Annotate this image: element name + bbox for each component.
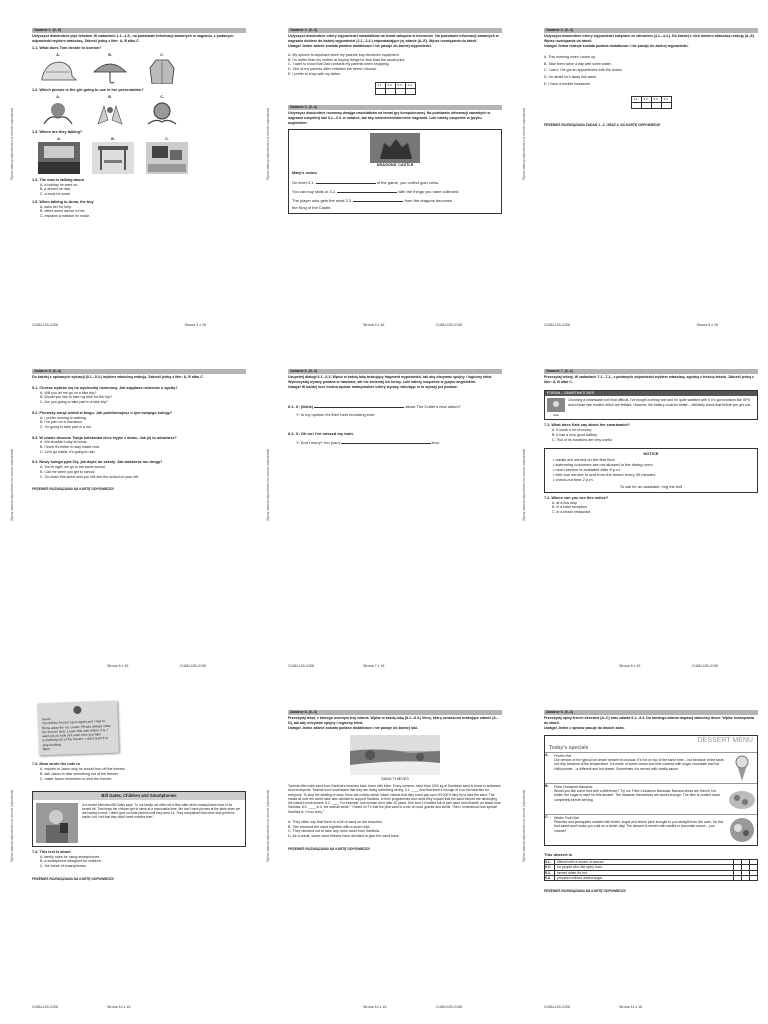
option: D. As a result, some sand thieves have decided to give the sand back. <box>288 833 400 838</box>
question-7-4: 7.4. This text is about <box>32 849 71 854</box>
beach-photo <box>350 735 440 775</box>
gap-6-2[interactable] <box>341 443 431 444</box>
task-intro: Uzupełnij dialogi 6.1.–6.3. Wpisz w każdą lukę brakujący fragment wypowiedzi, tak aby otrzymać spójny i logiczny tekst. Wykorzystaj wyrazy podane w nawiasie, ale nie zmieniaj ich formy. Luki należy uzupełnić w języku angielskim. <box>288 375 493 384</box>
question-7-3: 7.3. Mum wrote the note to <box>32 762 80 767</box>
task-intro: Do każdej z opisanych sytuacji (5.1.–5.4.) wybierz właściwą reakcję. Zakreśl jedną z liter: A, B albo C. <box>32 375 204 379</box>
page-footer <box>544 323 758 329</box>
dialog-line: about The Cutter's new album? <box>405 404 461 410</box>
task-header: Zadanie 5. (0–4) <box>32 369 246 374</box>
page-11 <box>512 682 768 1023</box>
task-header: Zadanie 2. (0–4) <box>288 28 502 33</box>
option: B. She returned the sand together with a short note. <box>288 824 371 829</box>
option: B. Take them twice a day with some water. <box>544 61 612 66</box>
avatar <box>547 398 565 412</box>
answer-table <box>544 859 758 882</box>
exam-code: OJAN-100-2106 <box>180 664 206 668</box>
task-note: Uwaga! Jeden z opisów pasuje do dwóch zdań. <box>544 726 625 731</box>
page-footer <box>32 1005 246 1011</box>
menu-item <box>545 814 757 845</box>
task-note: Uwaga! Jedna reakcja została podana dodatkowo i nie pasuje do żadnej wypowiedzi. <box>544 44 689 49</box>
answer-cell[interactable] <box>631 103 641 109</box>
question-1-1: 1.1. What does Tom decide to borrow? <box>32 46 102 51</box>
note-text: The player who gets the most 3.3. <box>292 197 353 203</box>
question-1-2: 1.2. Which picture is the girl going to use in her presentation? <box>32 88 144 93</box>
page-number: Strona 10 z 16 <box>363 1005 387 1009</box>
hands-globe-icon <box>142 100 182 126</box>
task-header: Zadanie 3. (0–3) <box>288 105 502 110</box>
option[interactable]: A. You're right; we go to the same school. <box>40 465 107 470</box>
option: A. My opinion is important when my parents buy electronic equipment. <box>288 53 400 58</box>
exam-code: OJAN-100-2106 <box>288 664 314 668</box>
article-text: Tourists often take sand from Sardinia's beaches back home with them. Every summer, more than 1000 kg of Sardinian sand is found in suitcases at local airports. Tourists don't understand that they are doing something wrong. 8.1. ____ And that there's enough of it on the beaches for everyone. To stop the stealing of sand, there are notices which inform visitors that they could pay up to €3,000 if they try to take the sand. The media all over the world have also decided to support Sardinia. In their programmes and news they explain that the sand thieves are destroying the island's environment. 8.2. ____ For example, one woman did it after 20 years. She sent 14 bottles full of pink sand from Budelli, an island near Sardinia. 8.3. ____ In it, the woman wrote: "I heard on TV that the pink sand is a mix of coral, granite and shells. Then I understood how special Sardinia is. I'm so sorry." <box>288 783 501 814</box>
option[interactable]: C. Are you going to take part in a bike trip? <box>40 399 108 404</box>
option: B. I'm better than my mother at buying things for less than the usual price. <box>288 57 406 62</box>
exam-code: OJAN-100-2106 <box>32 323 58 327</box>
page-4 <box>256 0 512 341</box>
table-header: 2.2. <box>385 83 395 89</box>
transfer-note: PRZENIEŚ ROZWIĄZANIA NA KARTĘ ODPOWIEDZI! <box>288 846 370 851</box>
page-footer <box>288 664 502 670</box>
option[interactable]: A. a holiday he went on. <box>40 182 79 187</box>
task-note: Uwaga! Jedno zdanie zostało podane dodatkowo i nie pasuje do żadnej wypowiedzi. <box>288 44 432 49</box>
task-header: Zadanie 1. (0–5) <box>32 28 246 33</box>
menu-item <box>545 783 757 814</box>
item-letter: C. <box>545 814 549 819</box>
notes-title: Mary's notes: <box>292 170 318 176</box>
dialog-line: Y: In my opinion it's their best recording ever. <box>296 412 376 418</box>
notice-item: • free bus service to and from the beach every 30 minutes <box>553 472 656 478</box>
task-intro: Przeczytaj teksty. W zadaniach 7.1.–7.2., z podanych odpowiedzi wybierz właściwą, zgodną z treścią tekstu. Zakreśl jedną z liter: A, B albo C. <box>544 375 754 384</box>
fruit-dish-photo <box>727 815 757 845</box>
cinema-photo <box>38 142 80 174</box>
page-footer <box>288 1005 502 1011</box>
sticky-note <box>37 701 119 756</box>
item-letter: A. <box>545 752 549 757</box>
option: D. I'm afraid he's away this week. <box>544 75 598 80</box>
sidebar-note: Wpisz własny odpowiedzi na stronie odpowiedzi <box>266 107 270 180</box>
question-7-1: 7.1. What does Kate say about her smartwatch? <box>544 423 631 428</box>
option[interactable]: B. I've just run a marathon. <box>40 420 83 425</box>
page-6 <box>0 341 256 682</box>
sidebar-note: Wpisz własny odpowiedzi na stronie odpowiedzi <box>522 107 526 180</box>
option[interactable]: B. I think it's better to stay inside now. <box>40 445 100 450</box>
item-name: Fried Cinnamon Bananas <box>554 784 593 789</box>
answer-cell[interactable] <box>651 103 661 109</box>
answer-cell[interactable] <box>385 89 395 95</box>
question-1-3: 1.3. Where are they talking? <box>32 129 83 134</box>
option: E. I prefer to shop with my father. <box>288 71 341 76</box>
article-title: Bill Gates, Children and Smartphones <box>33 792 245 799</box>
task-intro: Przeczytaj opisy trzech deserów (A–C) oraz zdania 9.1.–9.4. Do każdego zdania dopasuj właściwy deser. Wpisz rozwiązania do tabeli. <box>544 716 754 725</box>
forum-post: Choosing a smartwatch isn't that difficult. I've bought a cheap one and I'm quite satisfied with it. It's got functions like GPS and a heart rate monitor which are brilliant. However, the battery could be better – definitely check that before you get one. <box>568 398 752 407</box>
option: C. They decided not to take any more sand from Sardinia. <box>288 829 381 834</box>
option[interactable]: A. It costs a lot of money. <box>552 428 593 433</box>
option[interactable]: A. explain to Jason why he should turn off the freezer. <box>40 767 126 772</box>
page-10 <box>256 682 512 1023</box>
table-header: 2.4. <box>405 83 415 89</box>
option: D. One of my parents often criticises the items I choose. <box>288 67 378 72</box>
dialog-line: 6.1. X: (think) <box>288 404 314 410</box>
page-footer <box>544 1005 758 1011</box>
exam-code: OJAN-100-2106 <box>544 323 570 327</box>
option[interactable]: B. offers some advice to her. <box>40 209 86 214</box>
option[interactable]: A. family rules for using smartphones. <box>40 854 101 859</box>
note-text: You can buy skills or 3.2. <box>292 188 337 194</box>
option[interactable]: B. in a hotel reception <box>552 505 587 510</box>
option[interactable]: C. Two of its functions are very useful. <box>552 437 613 442</box>
table-row: 9.3. served when it's hot. <box>545 870 758 875</box>
page-footer <box>544 664 758 670</box>
dialog-line: bus. <box>432 439 440 445</box>
note-text: Jason, You left the freezer open again and I had to throw away the ice cream. Please always close the freezer door. Leave this note where it is. I want you to look at it each time you take something out of the freezer. I don't want it to stop working. Mum <box>41 716 112 752</box>
answer-table <box>375 82 416 95</box>
option[interactable]: B. Would you like to take my bike for the trip? <box>40 395 113 400</box>
bus-stop-photo <box>92 142 134 174</box>
task-header: Zadanie 9. (0–4) <box>544 710 758 715</box>
question-5-3: 5.3. W czasie deszczu Twoja koleżanka chce wyjść z domu. Jak jej to odradzisz? <box>32 435 177 440</box>
exam-code: OJAN-100-2106 <box>544 1005 570 1009</box>
option[interactable]: A. We shouldn't stay at home. <box>40 440 88 445</box>
page-number: Strona 4 z 16 <box>363 323 385 327</box>
article-box <box>32 791 246 846</box>
table-header: 4.3. <box>651 97 661 103</box>
page-number: Strona 8 z 16 <box>619 664 641 668</box>
notes-box <box>288 129 502 214</box>
option[interactable]: C. make Jason remember to shut the freezer. <box>40 776 113 781</box>
notice-item: • meals are served on the first floor <box>553 456 615 462</box>
question-1-5: 1.5. When talking to Anna, the boy <box>32 199 94 204</box>
page-9 <box>0 682 256 1023</box>
task-header: Zadanie 4. (0–4) <box>544 28 758 33</box>
transfer-note: PRZENIEŚ ROZWIĄZANIA NA KARTĘ ODPOWIEDZI! <box>32 876 114 881</box>
option[interactable]: A. at a bus stop <box>552 500 577 505</box>
option[interactable]: C. Go down this street and you will see the school on your left. <box>40 474 140 479</box>
answer-cell[interactable] <box>405 89 415 95</box>
sidebar-note: Wpisz własny odpowiedzi na stronie odpowiedzi <box>10 107 14 180</box>
option: A. They often say that there is a lot of sand on the beaches. <box>288 819 383 824</box>
question-5-2: 5.2. Pierwszy wziąć udział w biegu. Jak poinformujesz o tym swojego kolegę? <box>32 410 173 415</box>
answer-cell[interactable] <box>750 876 758 881</box>
castle-image <box>370 133 420 163</box>
page-number: Strona 10 z 16 <box>107 1005 131 1009</box>
task-header: Zadanie 6. (0–3) <box>288 369 502 374</box>
sidebar-note: Wpisz własny odpowiedzi na stronie odpowiedzi <box>10 448 14 521</box>
table-row: 9.2. for people who like spicy food. <box>545 865 758 870</box>
sidebar-note: Wpisz własny odpowiedzi na stronie odpowiedzi <box>522 789 526 862</box>
task-header: Zadanie 8. (0–4) <box>288 710 502 715</box>
task-intro: Usłyszysz dwukrotnie rozmowę dwojga nastolatków na temat gry komputerowej. Na podstawie informacji zawartych w nagraniu uzupełnij luki 3.1.–3.3. w notatce, tak aby odzwierciedlała treść nagrania. Luki należy uzupełnić w języku angielskim. <box>288 111 491 125</box>
hands-plant-icon <box>90 100 130 126</box>
page-3 <box>0 0 256 341</box>
page-7 <box>256 341 512 682</box>
option[interactable]: C. explains a mistake he made. <box>40 213 91 218</box>
ice-cream-photo <box>727 753 757 783</box>
option[interactable]: B. a smartphone designed for children. <box>40 859 102 864</box>
notice-box <box>544 448 758 492</box>
bananas-photo <box>727 784 757 814</box>
table-title: This dessert is <box>544 851 573 857</box>
answer-cell[interactable] <box>661 103 671 109</box>
forum-user: Kate <box>552 412 560 417</box>
page-number: Strona 6 z 16 <box>107 664 129 668</box>
item-text: Peaches and pineapples roasted with butter, sugar and lemon juice brought to you straight from the oven, for this fruit salad won't make you cold on a winter day! The dessert is served with vanilla or chocolate sauce – you choose! <box>554 820 724 833</box>
game-title: DRAGONS' CASTLE <box>376 163 414 168</box>
task-note: Uwaga! W każdej luce można wpisać maksymalnie cztery wyrazy, wliczając w to wyrazy już podane. <box>288 385 458 390</box>
answer-cell[interactable] <box>395 89 405 95</box>
answer-cell[interactable] <box>375 89 385 95</box>
table-header: 4.2. <box>641 97 651 103</box>
task-intro: Usłyszysz dwukrotnie pięć tekstów. W zadaniach 1.1.–1.5., na podstawie informacji zawartych w nagraniu, z podanych odpowiedzi wybierz właściwą. Zakreśl jedną z liter: A, B albo C. <box>32 34 234 43</box>
transfer-note: PRZENIEŚ ROZWIĄZANIA ZADAŃ 1.–3. ORAZ 4. NA KARTĘ ODPOWIEDZI! <box>544 123 661 128</box>
sidebar-note: Wpisz własny odpowiedzi na stronie odpowiedzi <box>522 448 526 521</box>
table-header: 2.3. <box>395 83 405 89</box>
cap-icon <box>38 58 78 84</box>
page-number: Strona 7 z 16 <box>363 664 385 668</box>
note-text: of the game, you collect gold coins. <box>376 179 440 185</box>
option[interactable]: A. asks her for help. <box>40 204 72 209</box>
table-header: 4.4. <box>661 97 671 103</box>
item-letter: B. <box>545 783 549 788</box>
page-number: Strona 11 z 16 <box>619 1005 643 1009</box>
option[interactable]: B. ask Jason to take something out of the freezer. <box>40 771 119 776</box>
sidebar-note: Wpisz własny odpowiedzi na stronie odpowiedzi <box>10 789 14 862</box>
page-number: Strona 3 z 16 <box>184 323 206 327</box>
question-1-4: 1.4. The man is talking about <box>32 177 84 182</box>
page-footer <box>32 323 246 329</box>
table-header: 2.1. <box>375 83 385 89</box>
raincoat-icon <box>142 58 182 84</box>
menu-item <box>545 752 757 783</box>
exam-code: OJAN-100-2106 <box>692 664 718 668</box>
option[interactable]: B. a dream he had. <box>40 187 71 192</box>
question-5-4: 5.4. Nowy kolega pyta Cię, jak dojść do szkoły. Jak wskażesz mu drogę? <box>32 460 163 465</box>
item-name: Winter Fruit Dish <box>554 815 580 820</box>
menu-title: DESSERT MENU <box>697 737 753 745</box>
pin-icon <box>73 706 81 714</box>
umbrella-icon <box>90 58 130 84</box>
option[interactable]: C. I'm going to take part in a run. <box>40 424 93 429</box>
gap-3-1[interactable] <box>316 183 376 184</box>
option: A. This morning when I woke up. <box>544 55 597 60</box>
question-5-1: 5.1. Chcesz wybrać się na wycieczkę rowerową. Jak zapytasz rodziców o zgodę? <box>32 385 178 390</box>
exam-code: OJAN-100-2106 <box>32 1005 58 1009</box>
task-header: Zadanie 7. (0–2) <box>544 369 758 374</box>
task-note: Uwaga! Jedno zdanie zostało podane dodatkowo i nie pasuje do żadnej luki. <box>288 726 418 731</box>
exam-code: OJAN-100-2106 <box>436 323 462 327</box>
transfer-note: PRZENIEŚ ROZWIĄZANIA NA KARTĘ ODPOWIEDZI! <box>32 487 114 492</box>
task-intro: Usłyszysz dwukrotnie cztery wypowiedzi nastolatków na temat zakupów w Internecie. Na podstawie informacji zawartych w nagraniu dobierz do każdej wypowiedzi (2.1.–2.4.) odpowiadające jej zdanie (A–E). Wpisz rozwiązania do tabeli. <box>288 34 499 43</box>
exam-code: OJAN-100-2106 <box>436 1005 462 1009</box>
note-text: On level 3.1. <box>292 179 315 185</box>
sidebar-note: Wpisz własny odpowiedzi na stronie odpowiedzi <box>266 448 270 521</box>
item-name: Frozen Hat <box>554 753 571 758</box>
gap-3-2[interactable] <box>337 192 397 193</box>
note-text: the King of the Castle. <box>292 205 332 211</box>
table-header: 4.1. <box>631 97 641 103</box>
question-7-2: 7.2. Where can you see this notice? <box>544 495 609 500</box>
notice-title: NOTICE <box>643 451 659 457</box>
option[interactable]: C. a book he wrote. <box>40 191 72 196</box>
option[interactable]: B. It has a very good battery. <box>552 433 598 438</box>
notice-item: • swimming costumes are not allowed in the dining room <box>553 461 653 467</box>
dialog-line: Y: Don't worry! You (can) <box>296 439 340 445</box>
forum-box <box>544 390 758 420</box>
page-footer <box>32 664 246 670</box>
dialog-line: 6.2. X: Oh no! I've missed my train. <box>288 431 355 437</box>
page-5 <box>512 0 768 341</box>
notice-item: • check-out time 2 p.m. <box>553 477 594 483</box>
picture-options-1-1: A. B. C. <box>38 53 246 85</box>
item-text: Our version of the typical ice cream dessert is unusual. It's hot on top of the same time – not because of the taste, not only because of the temperature. It's made of sweet cream and milk covered with sugar, chocolate and hot chilli powder – a different and hot dream. Sometimes it is served with vanilla sauce. <box>554 758 725 771</box>
hands-tree-icon <box>38 100 78 126</box>
answer-cell[interactable] <box>641 103 651 109</box>
menu-subtitle: Today's specials <box>549 745 589 752</box>
table-row: 9.1. offered with a choice of sauces. <box>545 859 758 864</box>
page-number: Strona 5 z 16 <box>696 323 718 327</box>
option[interactable]: C. Let's go inside, it's going to rain. <box>40 449 96 454</box>
option[interactable]: C. the future of smartphones. <box>40 863 87 868</box>
item-text: Would you like some fruit with a difference? Try our Fried Cinnamon Bananas. Banana slices are fried in hot butter, the sugar is used for this dessert. The bananas themselves are sweet enough. The dish is cooked down completely before serving. <box>554 789 721 802</box>
option: C. I want to know that Dad contacts my parents when shopping. <box>288 62 390 67</box>
task-intro: Usłyszysz dwukrotnie cztery wypowiedzi związane ze zdrowiem (4.1.–4.4.). Do każdej z nich dobierz właściwą reakcję (A–E). Wpisz rozwiązania do tabeli. <box>544 34 756 43</box>
option[interactable]: B. Call me when you get to school. <box>40 470 96 475</box>
option[interactable]: C. in a beach restaurant <box>552 509 591 514</box>
gap-6-1[interactable] <box>314 407 404 408</box>
article-text: In a recent interview Bill Gates says: "In our family, we often set a time after which smartphones have to be turned off. That helps the children get to sleep at a reasonable time. We don't have phones at the table when we are having a meal. I didn't give our kids phones until they were 14. They complained that other kids got them earlier, but I felt that they didn't need mobiles then." <box>82 802 240 820</box>
option[interactable]: A. I prefer running to walking. <box>40 415 87 420</box>
answer-cell[interactable] <box>742 876 750 881</box>
answer-cell[interactable] <box>734 876 742 881</box>
menu-box <box>544 735 758 846</box>
page-8 <box>512 341 768 682</box>
transfer-note: PRZENIEŚ ROZWIĄZANIA NA KARTĘ ODPOWIEDZI! <box>544 889 626 894</box>
note-text: from the dragons becomes <box>404 197 453 203</box>
task-intro: Przeczytaj tekst, z którego usunięto trzy zdania. Wpisz w każdą lukę (8.1.–8.3.) literę, którą oznaczono brakujące zdanie (A–D), tak aby otrzymać spójny i logiczny tekst. <box>288 716 498 725</box>
table-row: 9.4. prepared without added sugar. <box>545 876 758 881</box>
option: C. I can't, I've got an appointment with the doctor. <box>544 68 623 73</box>
picture-options-1-2: A. B. C. <box>38 95 246 127</box>
sidebar-note: Wpisz własny odpowiedzi na stronie odpowiedzi <box>266 789 270 862</box>
option[interactable]: A. Will you let me go on a bike trip? <box>40 390 97 395</box>
computer-shop-photo <box>146 142 188 174</box>
picture-options-1-3: A. B. C. <box>38 137 246 175</box>
forum-title: FORUM – SMARTWATCHES <box>545 391 757 396</box>
notice-footer: To call for an assistant, ring the bell <box>619 484 683 490</box>
answer-table <box>631 96 672 109</box>
notice-item: • room service is available after 8 p.m. <box>553 466 621 472</box>
page-footer <box>288 323 502 329</box>
option: E. I have a terrible headache. <box>544 81 591 86</box>
child-phone-photo <box>36 803 78 843</box>
article-title: SAND THIEVES <box>381 777 409 782</box>
note-text: with the things you have collected. <box>398 188 460 194</box>
gap-3-3[interactable] <box>353 201 403 202</box>
